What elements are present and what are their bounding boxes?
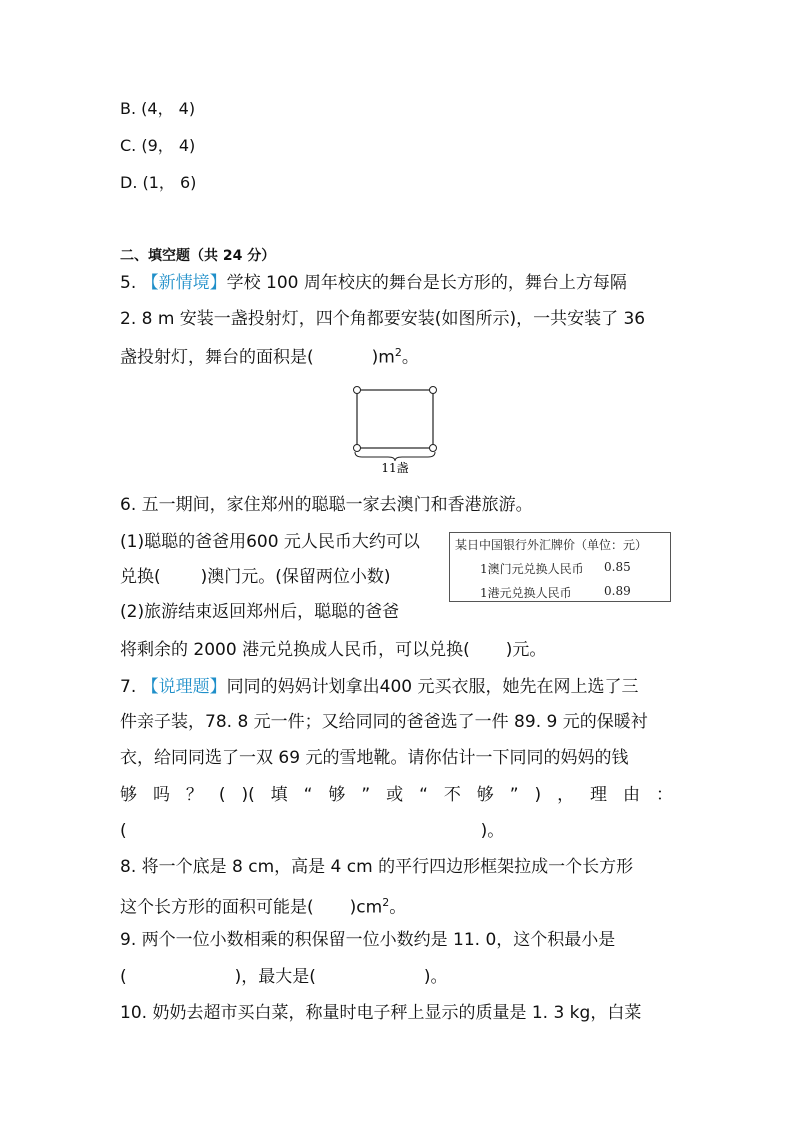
question-5-text-a: 盏投射灯，舞台的面积是(: [120, 347, 314, 368]
question-10-line-1: 10. 奶奶去超市买白菜，称量时电子秤上显示的质量是 1. 3 kg，白菜: [120, 1003, 642, 1023]
question-8-period: 。: [389, 897, 407, 918]
question-5-line-3: [120, 341, 419, 370]
question-7-glyph: 填: [270, 785, 288, 805]
question-7-glyph: )(: [241, 785, 255, 805]
question-7-line-3: 衣，给同同选了一双 69 元的雪地靴。请你估计一下同同的妈妈的钱: [120, 748, 629, 768]
question-6-part-1-line-2: [120, 565, 391, 589]
question-8-unit-exponent: 2: [382, 896, 390, 909]
question-7-line-4: [120, 783, 673, 807]
question-5-period: 。: [401, 347, 419, 368]
question-7-tag: 【说理题】: [141, 677, 227, 697]
question-7-text: 同同的妈妈计划拿出400 元买衣服，她先在网上选了三: [226, 677, 639, 697]
question-8-text-a: 这个长方形的面积可能是(: [120, 897, 314, 918]
question-5-line-1: [120, 271, 627, 295]
exchange-rate-value-mop: 0.85: [604, 560, 631, 574]
exchange-rate-label-mop: 1澳门元兑换人民币: [480, 562, 584, 576]
question-5-unit: )m: [371, 347, 395, 368]
question-8-unit: )cm: [349, 897, 383, 918]
question-7-paren-close: )。: [480, 821, 505, 841]
question-6-part-1-text-b: )澳门元。(保留两位小数): [200, 567, 391, 587]
corner-light-top-left: [354, 387, 361, 394]
corner-light-bottom-right: [430, 445, 437, 452]
question-5-tag: 【新情境】: [141, 273, 227, 293]
exchange-rate-table: [449, 532, 671, 602]
figure-caption: 11盏: [381, 461, 409, 475]
question-5-line-2: 2. 8 m 安装一盏投射灯，四个角都要安装(如图所示)，一共安装了 36: [120, 309, 646, 329]
question-5-text: 学校 100 周年校庆的舞台是长方形的，舞台上方每隔: [226, 273, 627, 293]
question-7-glyph: 理: [590, 785, 608, 805]
section-title: 二、填空题（共 24 分）: [120, 248, 276, 264]
question-9-line-1: 9. 两个一位小数相乘的积保留一位小数约是 11. 0，这个积最小是: [120, 930, 616, 950]
question-7-glyph: ): [534, 785, 542, 805]
brace: [355, 452, 435, 461]
question-6-part-1-text-a: 兑换(: [120, 567, 161, 587]
option-b: B. (4， 4): [120, 99, 196, 118]
question-7-glyph: “: [303, 785, 313, 805]
question-7-line-2: 件亲子装，78. 8 元一件；又给同同的爸爸选了一件 89. 9 元的保暖衬: [120, 712, 648, 732]
question-7-glyph: “: [419, 785, 428, 805]
question-7-paren-open: (: [120, 821, 127, 841]
question-7-line-5: [120, 819, 504, 843]
corner-light-top-right: [430, 387, 437, 394]
option-d: D. (1， 6): [120, 173, 197, 192]
question-6-part-2-text-a: 将剩余的 2000 港元兑换成人民币，可以兑换(: [120, 640, 470, 660]
question-7-glyph: 不: [443, 785, 461, 805]
question-7-line-1: [120, 675, 639, 699]
corner-light-bottom-left: [354, 445, 361, 452]
question-6-part-2-text-b: )元。: [505, 640, 547, 660]
question-9-paren-open: (: [120, 967, 127, 987]
question-7-glyph: ：: [655, 785, 673, 805]
question-6-line-1: 6. 五一期间，家住郑州的聪聪一家去澳门和香港旅游。: [120, 495, 533, 515]
exchange-rate-label-hkd: 1港元兑换人民币: [480, 586, 572, 600]
question-6-part-2-line-2: [120, 638, 546, 662]
question-6-part-1-line-1: (1)聪聪的爸爸用600 元人民币大约可以: [120, 532, 420, 552]
question-7-glyph: ”: [509, 785, 519, 805]
question-6-part-2-line-1: (2)旅游结束返回郑州后，聪聪的爸爸: [120, 602, 400, 622]
question-8-line-2: [120, 891, 406, 920]
exchange-rate-header: 某日中国银行外汇牌价（单位：元）: [455, 538, 648, 552]
stage-rectangle: [357, 390, 433, 448]
question-7-glyph: 够: [328, 785, 346, 805]
question-7-glyph: ”: [361, 785, 371, 805]
question-7-glyph: ，: [557, 785, 575, 805]
question-9-line-2: [120, 965, 448, 989]
question-7-glyph: 够: [476, 785, 494, 805]
question-9-text-c: )。: [423, 967, 448, 987]
question-7-glyph: 够: [120, 785, 137, 805]
question-7-glyph: (: [218, 785, 226, 805]
question-5-number: 5.: [120, 273, 137, 293]
question-8-line-1: 8. 将一个底是 8 cm，高是 4 cm 的平行四边形框架拉成一个长方形: [120, 857, 634, 877]
stage-diagram: [350, 384, 440, 476]
question-9-text-b: )，最大是(: [234, 967, 316, 987]
option-c: C. (9， 4): [120, 136, 196, 155]
question-7-glyph: ？: [185, 785, 203, 805]
exchange-rate-value-hkd: 0.89: [604, 584, 631, 598]
question-7-glyph: 吗: [152, 785, 170, 805]
question-7-glyph: 或: [386, 785, 404, 805]
question-7-glyph: 由: [623, 785, 640, 805]
question-7-number: 7.: [120, 677, 137, 697]
question-5-unit-exponent: 2: [394, 346, 402, 359]
